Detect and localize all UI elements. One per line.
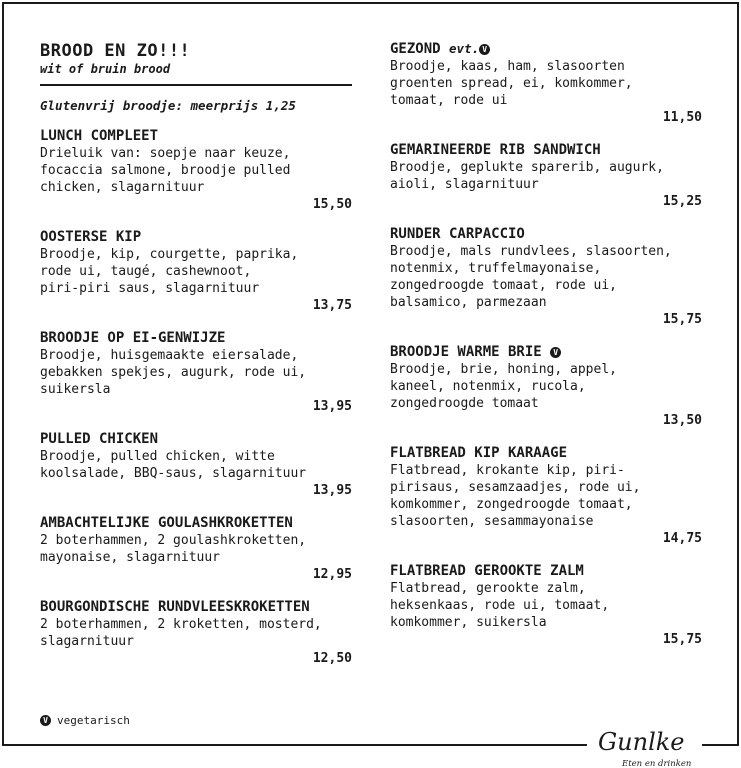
menu-subtitle: wit of bruin brood xyxy=(40,62,171,76)
frame-border-top xyxy=(2,2,739,4)
menu-item xyxy=(40,515,352,583)
menu-item-description: Broodje, mals rundvlees, slasoorten, notenmix, truffelmayonaise, zongedroogde tomaat, rode ui, balsamico, parmezaan xyxy=(390,244,672,310)
menu-item xyxy=(40,128,352,213)
menu-item-price: 15,75 xyxy=(662,632,702,647)
menu-item xyxy=(390,142,702,210)
title-divider xyxy=(40,84,352,86)
restaurant-logo xyxy=(586,724,706,768)
menu-item-title: RUNDER CARPACCIO xyxy=(390,226,525,242)
menu-item-title: LUNCH COMPLEET xyxy=(40,128,159,144)
menu-item-description: Flatbread, krokante kip, piri- pirisaus, sesamzaadjes, rode ui, komkommer, zongedroogde tomaat, slasoorten, sesammayonaise xyxy=(390,463,641,529)
menu-item-price: 15,50 xyxy=(312,197,352,212)
menu-item-price: 14,75 xyxy=(662,531,702,546)
menu-item-description: Drieluik van: soepje naar keuze, focaccia salmone, broodje pulled chicken, slagarnituur xyxy=(40,146,291,195)
menu-item-description: 2 boterhammen, 2 kroketten, mosterd, slagarnituur xyxy=(40,617,322,649)
menu-item-price: 13,50 xyxy=(662,413,702,428)
menu-item-description: Broodje, kaas, ham, slasoorten groenten spread, ei, komkommer, tomaat, rode ui xyxy=(390,59,633,108)
menu-item-price: 15,25 xyxy=(662,194,702,209)
frame-border-bottom xyxy=(2,744,587,746)
vegetarian-icon: V xyxy=(40,715,51,726)
vegetarian-icon: V xyxy=(479,44,490,55)
menu-item-description: Broodje, brie, honing, appel, kaneel, notenmix, rucola, zongedroogde tomaat xyxy=(390,362,617,411)
menu-item xyxy=(40,431,352,499)
gluten-free-note: Glutenvrij broodje: meerprijs 1,25 xyxy=(40,98,296,113)
menu-item xyxy=(40,599,352,667)
menu-item-title: BROODJE OP EI-GENWIJZE xyxy=(40,330,226,346)
menu-item xyxy=(390,563,702,648)
menu-item-title: GEZOND xyxy=(390,41,441,57)
menu-item-title: OOSTERSE KIP xyxy=(40,229,142,245)
menu-item-description: 2 boterhammen, 2 goulashkroketten, mayonaise, slagarnituur xyxy=(40,533,307,565)
vegetarian-icon: V xyxy=(550,347,561,358)
menu-item-title: PULLED CHICKEN xyxy=(40,431,159,447)
menu-item-title: BOURGONDISCHE RUNDVLEESKROKETTEN xyxy=(40,599,310,615)
menu-item-description: Broodje, geplukte sparerib, augurk, aioli, slagarnituur xyxy=(390,160,664,192)
menu-item-description: Broodje, pulled chicken, witte koolsalade, BBQ-saus, slagarnituur xyxy=(40,449,307,481)
menu-item xyxy=(390,445,702,547)
menu-item-price: 15,75 xyxy=(662,312,702,327)
menu-item xyxy=(390,344,702,429)
menu-item-price: 12,50 xyxy=(312,651,352,666)
menu-item-title: AMBACHTELIJKE GOULASHKROKETTEN xyxy=(40,515,293,531)
menu-item-price: 13,95 xyxy=(312,483,352,498)
menu-item-title: BROODJE WARME BRIE xyxy=(390,344,542,360)
menu-item-title: FLATBREAD KIP KARAAGE xyxy=(390,445,568,461)
menu-item-price: 13,75 xyxy=(312,298,352,313)
legend-label: vegetarisch xyxy=(57,714,130,727)
frame-border-bottom-end xyxy=(702,744,739,746)
menu-left-column xyxy=(40,40,352,667)
menu-item-title: GEMARINEERDE RIB SANDWICH xyxy=(390,142,601,158)
menu-right-column xyxy=(390,40,702,648)
frame-border-right xyxy=(737,2,739,746)
menu-item xyxy=(390,226,702,328)
menu-item-title-suffix: evt. xyxy=(449,41,480,56)
menu-title: BROOD EN ZO!!! xyxy=(40,41,191,61)
menu-item-price: 12,95 xyxy=(312,567,352,582)
menu-item-title: FLATBREAD GEROOKTE ZALM xyxy=(390,563,584,579)
menu-item-description: Broodje, kip, courgette, paprika, rode ui, taugé, cashewnoot, piri-piri saus, slagarnituur xyxy=(40,247,299,296)
menu-item-description: Flatbread, gerookte zalm, heksenkaas, rode ui, tomaat, komkommer, suikersla xyxy=(390,581,610,630)
vegetarian-legend xyxy=(40,714,130,728)
frame-border-left xyxy=(2,2,4,746)
logo-tagline: Eten en drinken xyxy=(622,759,692,768)
menu-item xyxy=(40,229,352,314)
menu-item xyxy=(390,40,702,126)
menu-item-price: 11,50 xyxy=(662,110,702,125)
logo-wordmark: Gunlke xyxy=(598,728,685,756)
menu-item-price: 13,95 xyxy=(312,399,352,414)
menu-item-description: Broodje, huisgemaakte eiersalade, gebakken spekjes, augurk, rode ui, suikersla xyxy=(40,348,307,397)
menu-item xyxy=(40,330,352,415)
